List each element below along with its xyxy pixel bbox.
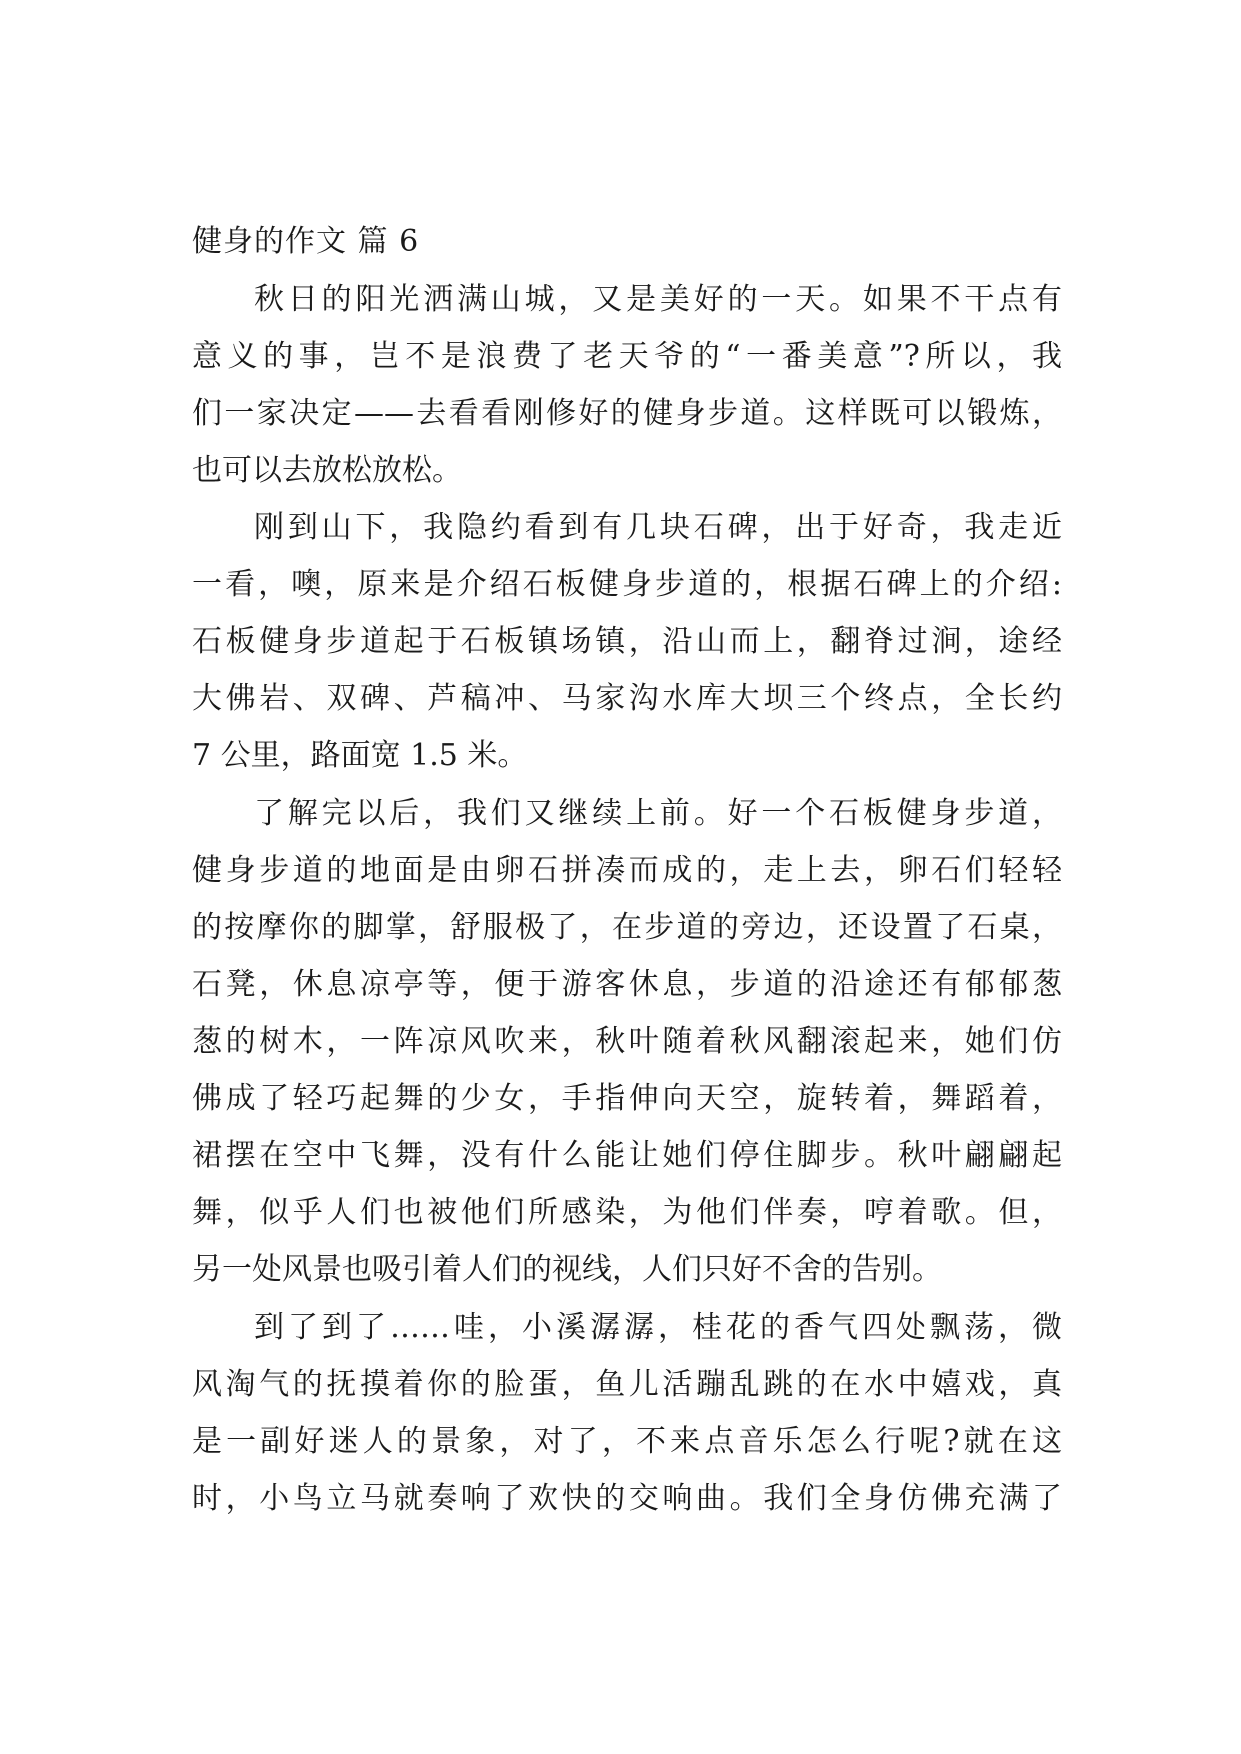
paragraph-1-line-4: 也可以去放松放松。 [192,453,462,488]
paragraph-4-line-1: 到了到了……哇，小溪潺潺，桂花的香气四处飘荡，微 [254,1310,1062,1345]
paragraph-2-line-2: 一看，噢，原来是介绍石板健身步道的，根据石碑上的介绍: [192,567,1062,602]
paragraph-3-line-2: 健身步道的地面是由卵石拼凑而成的，走上去，卵石们轻轻 [192,853,1062,888]
paragraph-3-line-3: 的按摩你的脚掌，舒服极了，在步道的旁边，还设置了石桌， [192,910,1062,945]
paragraph-4-line-3: 是一副好迷人的景象，对了，不来点音乐怎么行呢?就在这 [192,1424,1062,1459]
paragraph-3-line-6: 佛成了轻巧起舞的少女，手指伸向天空，旋转着，舞蹈着， [192,1081,1062,1116]
paragraph-3-line-9: 另一处风景也吸引着人们的视线，人们只好不舍的告别。 [192,1252,942,1287]
paragraph-2-line-4: 大佛岩、双碑、芦稿冲、马家沟水库大坝三个终点，全长约 [192,681,1062,716]
paragraph-3-line-8: 舞，似乎人们也被他们所感染，为他们伴奏，哼着歌。但， [192,1195,1062,1230]
paragraph-2-line-3: 石板健身步道起于石板镇场镇，沿山而上，翻脊过涧，途经 [192,624,1062,659]
paragraph-1-line-2: 意义的事，岂不是浪费了老天爷的“一番美意”?所以，我 [192,339,1062,374]
paragraph-3-line-5: 葱的树木，一阵凉风吹来，秋叶随着秋风翻滚起来，她们仿 [192,1024,1062,1059]
paragraph-3-line-7: 裙摆在空中飞舞，没有什么能让她们停住脚步。秋叶翩翩起 [192,1138,1062,1173]
paragraph-3-line-1: 了解完以后，我们又继续上前。好一个石板健身步道， [254,796,1062,831]
paragraph-4-line-2: 风淘气的抚摸着你的脸蛋，鱼儿活蹦乱跳的在水中嬉戏，真 [192,1367,1062,1402]
paragraph-3-line-4: 石凳，休息凉亭等，便于游客休息，步道的沿途还有郁郁葱 [192,967,1062,1002]
paragraph-4-line-4: 时，小鸟立马就奏响了欢快的交响曲。我们全身仿佛充满了 [192,1481,1062,1516]
document-title: 健身的作文 篇 6 [192,224,420,259]
paragraph-1-line-3: 们一家决定——去看看刚修好的健身步道。这样既可以锻炼， [192,396,1062,431]
paragraph-1-line-1: 秋日的阳光洒满山城，又是美好的一天。如果不干点有 [254,282,1062,317]
paragraph-2-line-5: 7 公里，路面宽 1.5 米。 [192,738,528,773]
paragraph-2-line-1: 刚到山下，我隐约看到有几块石碑，出于好奇，我走近 [254,510,1062,545]
